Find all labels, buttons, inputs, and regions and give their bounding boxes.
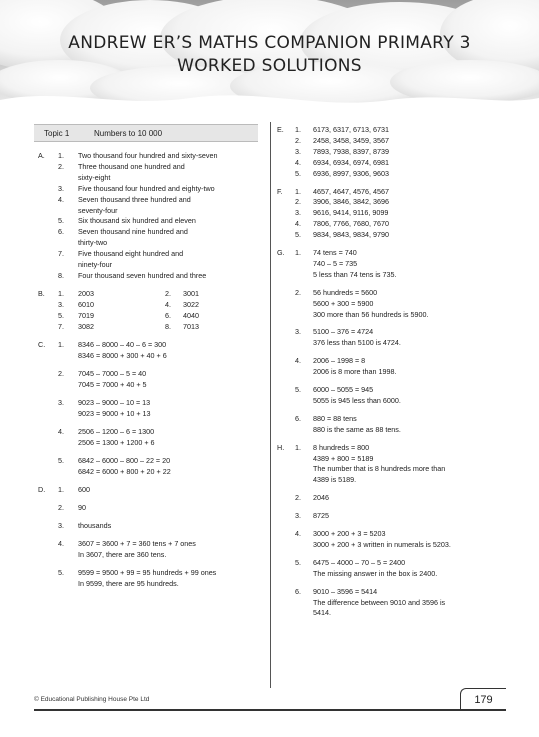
answer-text: 2506 – 1200 – 6 = 1300 [78, 426, 155, 436]
title-line-2: WORKED SOLUTIONS [177, 56, 362, 76]
answer-text: 74 tens = 740 [313, 248, 357, 257]
answer-text: 3001 [183, 289, 199, 298]
column-divider [270, 122, 271, 688]
question-number: 6. [295, 413, 301, 423]
question-number: 2. [295, 287, 301, 297]
question-number: 7. [58, 321, 64, 331]
answer-text: 7893, 7938, 8397, 8739 [313, 146, 389, 156]
question-number: 5. [295, 168, 301, 178]
answer-text: 8346 – 8000 – 40 – 6 = 300 [78, 339, 167, 349]
answer-text: seventy-four [78, 205, 118, 215]
answer-text: 600 [78, 484, 90, 494]
answer-text: 2006 is 8 more than 1998. [313, 367, 397, 377]
question-number: 8. [165, 321, 171, 331]
answer-text: 3022 [183, 299, 199, 309]
question-number: 4. [295, 529, 301, 538]
section-letter: F. [277, 186, 283, 196]
answer-text: 6173, 6317, 6713, 6731 [313, 125, 389, 134]
answer-text: 3906, 3846, 3842, 3696 [313, 197, 389, 207]
question-number: 2. [165, 289, 171, 298]
page-title [0, 32, 539, 78]
section-letter: D. [38, 484, 46, 494]
question-number: 2. [295, 493, 301, 503]
answer-text: 376 less than 5100 is 4724. [313, 338, 401, 348]
answer-text: The missing answer in the box is 2400. [313, 568, 438, 578]
answer-text: 7806, 7766, 7680, 7670 [313, 219, 389, 229]
answer-text: Two thousand four hundred and sixty-seven [78, 151, 218, 160]
title-line-1: ANDREW ER’S MATHS COMPANION PRIMARY 3 [68, 33, 471, 53]
answer-text: 7019 [78, 310, 94, 320]
answer-text: 5600 + 300 = 5900 [313, 298, 374, 308]
answer-text: 8346 = 8000 + 300 + 40 + 6 [78, 350, 167, 360]
answer-text: 7045 = 7000 + 40 + 5 [78, 379, 147, 389]
question-number: 7. [58, 249, 64, 259]
question-number: 5. [58, 568, 64, 578]
answer-text: 300 more than 56 hundreds is 5900. [313, 309, 429, 319]
question-number: 6. [165, 310, 171, 320]
question-number: 4. [165, 299, 171, 309]
answer-text: 8725 [313, 511, 329, 521]
question-number: 5. [295, 385, 301, 394]
answer-text: 3000 + 200 + 3 written in numerals is 5203. [313, 539, 451, 549]
copyright-text: © Educational Publishing House Pte Ltd [34, 696, 150, 703]
question-number: 3. [295, 327, 301, 337]
question-number: 4. [58, 194, 64, 204]
topic-header [34, 124, 258, 142]
question-number: 2. [295, 197, 301, 207]
answer-text: 6010 [78, 299, 94, 309]
section-letter: B. [38, 289, 45, 298]
question-number: 2. [58, 368, 64, 378]
answer-text: Four thousand seven hundred and three [78, 270, 207, 280]
answer-text: 7013 [183, 321, 199, 331]
question-number: 3. [58, 397, 64, 407]
answer-text: 4040 [183, 310, 199, 320]
answer-text: 2003 [78, 289, 94, 298]
answer-text: 9616, 9414, 9116, 9099 [313, 208, 389, 218]
answer-text: Five thousand four hundred and eighty-two [78, 183, 215, 193]
question-number: 5. [295, 230, 301, 240]
question-number: 3. [58, 183, 64, 193]
answer-text: thirty-two [78, 238, 108, 248]
question-number: 4. [58, 539, 64, 549]
answer-text: 2506 = 1300 + 1200 + 6 [78, 437, 155, 447]
answer-text: 9599 = 9500 + 99 = 95 hundreds + 99 ones [78, 568, 217, 578]
answer-text: 90 [78, 502, 86, 512]
question-number: 2. [58, 161, 64, 171]
answer-text: 4389 + 800 = 5189 [313, 453, 374, 463]
section-letter: C. [38, 339, 46, 349]
question-number: 1. [58, 151, 64, 160]
section-letter: G. [277, 248, 285, 257]
answer-text: 7045 – 7000 – 5 = 40 [78, 368, 147, 378]
answer-text: The number that is 8 hundreds more than [313, 464, 446, 474]
footer-rule [34, 709, 506, 711]
question-number: 1. [58, 289, 64, 298]
answer-text: 6934, 6934, 6974, 6981 [313, 157, 389, 167]
topic-number: Topic 1 [44, 129, 70, 138]
answer-text: thousands [78, 521, 112, 530]
question-number: 4. [295, 219, 301, 229]
question-number: 4. [295, 356, 301, 366]
answer-text: 4657, 4647, 4576, 4567 [313, 186, 389, 196]
answer-text: 4389 is 5189. [313, 475, 357, 485]
question-number: 5. [58, 310, 64, 320]
answer-text: Seven thousand three hundred and [78, 194, 191, 204]
question-number: 1. [295, 442, 301, 452]
question-number: 1. [295, 186, 301, 196]
question-number: 5. [58, 216, 64, 226]
answer-text: Six thousand six hundred and eleven [78, 216, 196, 226]
answer-text: 5 less than 74 tens is 735. [313, 269, 397, 279]
answer-text: 6842 – 6000 – 800 – 22 = 20 [78, 455, 171, 465]
question-number: 1. [58, 484, 64, 494]
page-number: 179 [460, 688, 506, 710]
question-number: 1. [295, 248, 301, 257]
question-number: 1. [295, 125, 301, 134]
answer-text: 5100 – 376 = 4724 [313, 327, 374, 337]
answer-text: 2006 – 1998 = 8 [313, 356, 366, 366]
answer-text: ninety-four [78, 260, 112, 269]
question-number: 4. [58, 426, 64, 436]
answer-text: 6936, 8997, 9306, 9603 [313, 168, 389, 178]
question-number: 4. [295, 157, 301, 167]
answer-text: 3607 = 3600 + 7 = 360 tens + 7 ones [78, 539, 196, 549]
answer-text: 6475 – 4000 – 70 – 5 = 2400 [313, 557, 406, 567]
question-number: 2. [58, 502, 64, 512]
answer-text: 9010 – 3596 = 5414 [313, 586, 378, 596]
answer-text: 740 – 5 = 735 [313, 258, 358, 268]
answer-text: Five thousand eight hundred and [78, 249, 184, 259]
answer-text: sixty-eight [78, 172, 111, 182]
section-letter: E. [277, 125, 284, 134]
answer-text: 5055 is 945 less than 6000. [313, 395, 401, 405]
question-number: 3. [295, 208, 301, 218]
answer-text: In 9599, there are 95 hundreds. [78, 579, 179, 588]
answer-text: 3082 [78, 321, 94, 331]
question-number: 1. [58, 339, 64, 349]
answer-text: Seven thousand nine hundred and [78, 227, 188, 237]
answer-text: 9023 = 9000 + 10 + 13 [78, 408, 151, 418]
answer-text: 5414. [313, 608, 331, 618]
answer-text: 9023 – 9000 – 10 = 13 [78, 397, 151, 407]
answer-text: In 3607, there are 360 tens. [78, 550, 167, 559]
answer-text: 3000 + 200 + 3 = 5203 [313, 529, 386, 538]
question-number: 3. [295, 146, 301, 156]
question-number: 3. [58, 299, 64, 309]
question-number: 2. [295, 135, 301, 145]
question-number: 3. [58, 521, 64, 530]
question-number: 5. [58, 455, 64, 465]
answer-text: 6842 = 6000 + 800 + 20 + 22 [78, 466, 171, 476]
question-number: 6. [295, 586, 301, 596]
answer-text: 880 is the same as 88 tens. [313, 424, 401, 434]
answer-text: The difference between 9010 and 3596 is [313, 597, 446, 607]
question-number: 8. [58, 270, 64, 280]
section-letter: H. [277, 442, 285, 452]
topic-name: Numbers to 10 000 [94, 129, 163, 138]
question-number: 5. [295, 557, 301, 567]
answer-text: 880 = 88 tens [313, 413, 357, 423]
answer-text: 6000 – 5055 = 945 [313, 385, 374, 394]
answer-text: 56 hundreds = 5600 [313, 287, 378, 297]
question-number: 6. [58, 227, 64, 237]
answer-text: 2458, 3458, 3459, 3567 [313, 135, 389, 145]
section-letter: A. [38, 151, 45, 160]
question-number: 3. [295, 511, 301, 521]
answer-text: 2046 [313, 493, 329, 503]
answer-text: 9834, 9843, 9834, 9790 [313, 230, 389, 240]
answer-text: 8 hundreds = 800 [313, 442, 370, 452]
answer-text: Three thousand one hundred and [78, 161, 185, 171]
